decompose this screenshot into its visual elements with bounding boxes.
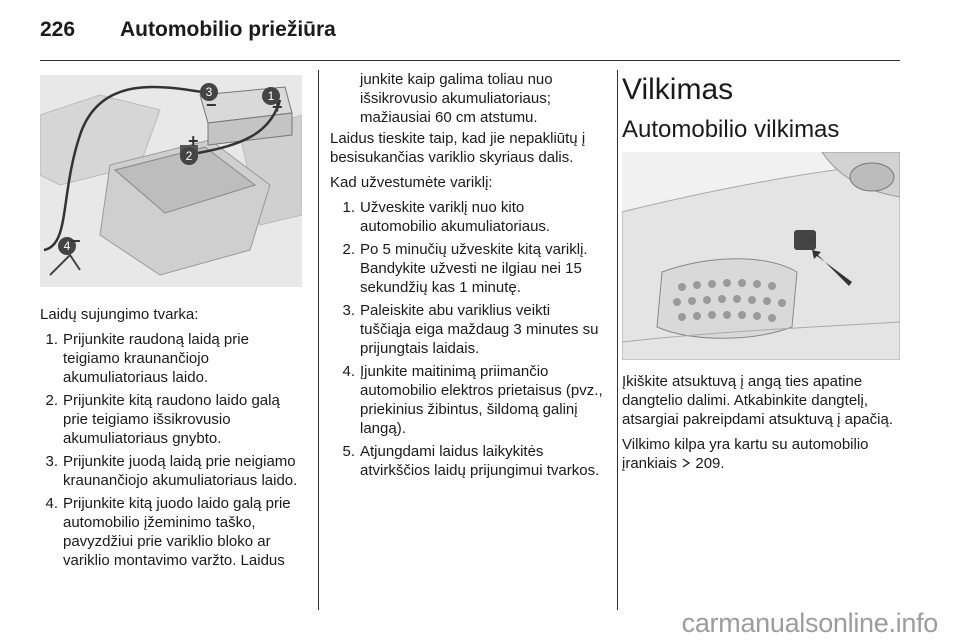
plus-sign-2: + (188, 131, 199, 151)
page-reference-link[interactable]: 209. (695, 455, 725, 472)
section-heading: Vilkimas (622, 73, 734, 106)
list-item: 2. Prijunkite kitą raudono laido galą prie teigiamo išsikrovusio akumuliatoriaus gnybto. (45, 392, 280, 447)
battery-jumpstart-drawing (40, 75, 302, 287)
towing-eye-paragraph: Vilkimo kilpa yra kartu su automobilio įrankiais 209. (622, 436, 869, 472)
callout-2: 2 (180, 147, 198, 165)
header-rule (40, 60, 900, 61)
list-item: 3. Prijunkite juodą laidą prie neigiamo kraunančiojo akumuliatoriaus laido. (45, 453, 298, 489)
column-3-text (622, 372, 904, 479)
callout-3: 3 (200, 83, 218, 101)
battery-jumpstart-illustration (40, 75, 302, 287)
watermark: carmanualsonline.info (681, 608, 938, 638)
page-number: 226 (40, 18, 76, 41)
cable-routing-paragraph: Laidus tieskite taip, kad jie nepakliūtų į besisukančias variklio skyriaus dalis. (330, 130, 586, 166)
minus-sign-2: − (70, 231, 81, 251)
page-header (40, 18, 336, 42)
page-title: Automobilio priežiūra (120, 18, 336, 41)
connection-order-intro: Laidų sujungimo tvarka: (40, 306, 199, 323)
column-2-text (330, 70, 605, 484)
list-item: 4. Įjunkite maitinimą priimančio automobilio elektros prietaisus (pvz., priekinius žibintus, šildomą galinį langą). (342, 363, 603, 437)
plus-sign-1: + (272, 97, 283, 117)
start-engine-intro: Kad užvestumėte variklį: (330, 174, 493, 191)
callout-1: 1 (262, 87, 280, 105)
column-1-text (40, 305, 305, 574)
list-item: 1. Užveskite variklį nuo kito automobilio akumuliatoriaus. (342, 199, 551, 235)
connection-steps-list (40, 330, 305, 570)
start-steps-list (330, 198, 605, 480)
page-reference-icon (681, 454, 691, 473)
list-item: 5. Atjungdami laidus laikykitės atvirkščios laidų prijungimui tvarkos. (342, 443, 600, 479)
cover-removal-paragraph: Įkiškite atsuktuvą į angą ties apatine dangtelio dalimi. Atkabinkite dangtelį, atsargiai pakreipdami atsuktuvą į apačią. (622, 373, 893, 428)
column-divider-2 (617, 70, 618, 610)
list-item: 3. Paleiskite abu variklius veikti tuščiąja eiga maždaug 3 minutes su prijungtais laidais. (342, 302, 599, 357)
minus-sign-1: − (206, 95, 217, 115)
list-item: 2. Po 5 minučių užveskite kitą variklį. Bandykite užvesti ne ilgiau nei 15 sekundžių kas 1 minutę. (342, 241, 588, 296)
list-item: 1. Prijunkite raudoną laidą prie teigiamo kraunančiojo akumuliatoriaus laido. (45, 331, 249, 386)
continuation-text: junkite kaip galima toliau nuo išsikrovusio akumuliatoriaus; mažiausiai 60 cm atstumu. (360, 71, 553, 126)
list-item: 4. Prijunkite kitą juodo laido galą prie automobilio įžeminimo taško, pavyzdžiui prie variklio bloko ar variklio montavimo varžto. Laidus (45, 495, 291, 569)
column-divider-1 (318, 70, 319, 610)
subsection-heading: Automobilio vilkimas (622, 116, 840, 143)
callout-4: 4 (58, 237, 76, 255)
towing-cover-drawing (622, 152, 900, 360)
towing-cover-illustration (622, 152, 900, 360)
